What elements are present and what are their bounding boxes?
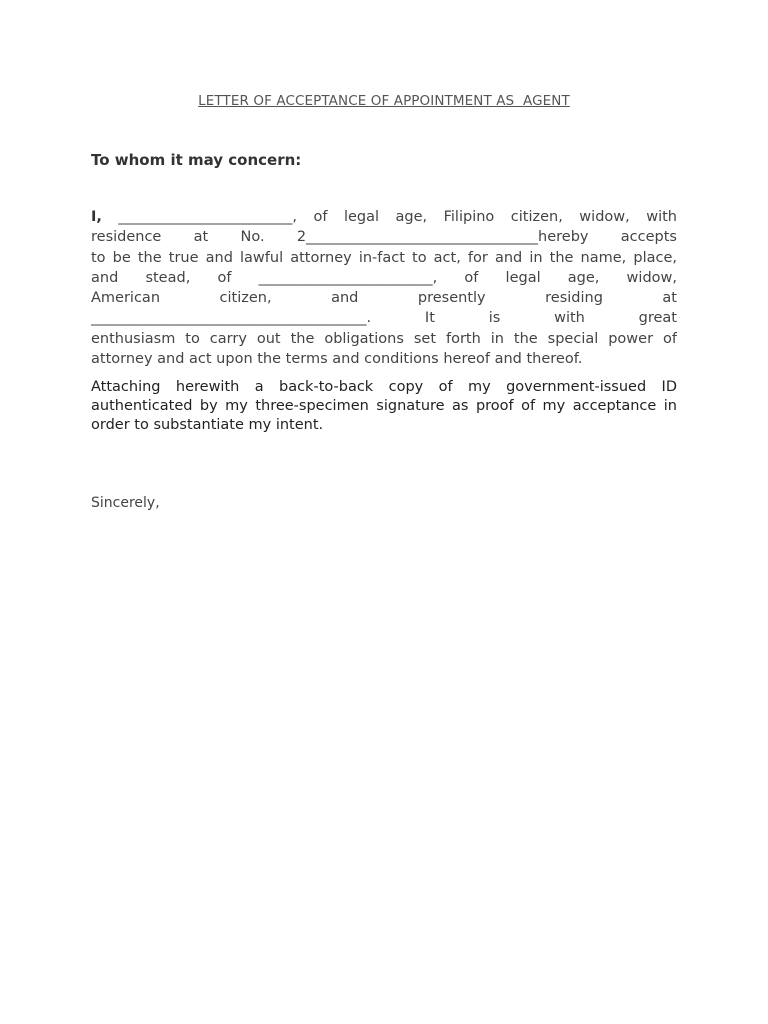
paragraph-line-text: ________________________, of legal age, Filipino citizen, widow, with (101, 209, 677, 225)
paragraph-lead: I, (91, 209, 102, 225)
paragraph-line: authenticated by my three-specimen signature as proof of my acceptance in (91, 398, 677, 414)
paragraph-line: residence at No. 2________________________________hereby accepts (91, 229, 677, 246)
paragraph-line: American citizen, and presently residing at (91, 290, 677, 307)
document-title: LETTER OF ACCEPTANCE OF APPOINTMENT AS AGENT (198, 93, 570, 109)
paragraph-line: order to substantiate my intent. (91, 417, 324, 433)
paragraph-line: enthusiasm to carry out the obligations set forth in the special power of (91, 330, 677, 347)
paragraph-line (91, 207, 677, 227)
paragraph-line: to be the true and lawful attorney in-fact to act, for and in the name, place, (91, 249, 677, 266)
paragraph-line: and stead, of ________________________, of legal age, widow, (91, 269, 677, 286)
acceptance-paragraph (91, 207, 677, 369)
paragraph-line: attorney and act upon the terms and conditions hereof and thereof. (91, 351, 583, 368)
paragraph-line: ______________________________________. It is with great (91, 310, 677, 327)
salutation: To whom it may concern: (91, 151, 302, 169)
paragraph-line: Attaching herewith a back-to-back copy of my government-issued ID (91, 379, 677, 395)
closing: Sincerely, (91, 495, 160, 511)
attachment-paragraph (91, 378, 677, 435)
